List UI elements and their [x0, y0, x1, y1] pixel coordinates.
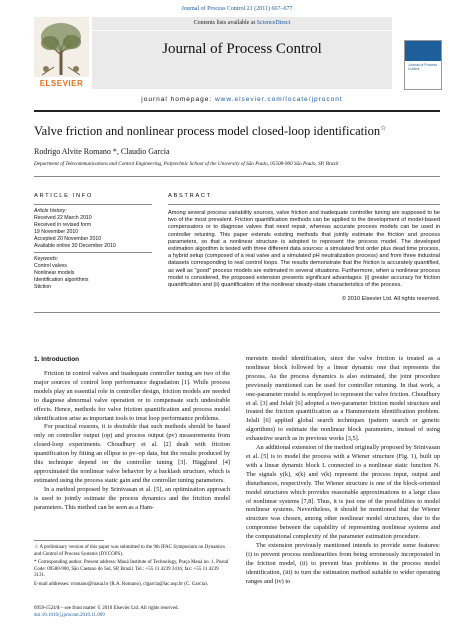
left-column — [34, 370, 230, 513]
body-paragraph: The extension previously mentioned intends to provide some features: (i) to prevent process nonlinearities from being erroneously incorporated in the friction model, (ii) to prevent bias problems in the process model identification, (iii) to turn the estimation method suitable to wider operating ranges and (iv) to — [246, 542, 440, 585]
body-paragraph: merstein model identification, since the valve friction is treated as a nonlinear block followed by a linear dynamic one that represents the process. As the process dynamics is also estimated, the joint procedure previously mentioned can be used for controller retuning. In that work, a one-parameter model is employed to represent the valve friction. Choudhury et al. [3] and Jelali [6] adopted a two-parameter friction model structure and treated the friction quantification as a Hammerstein identification problem. Jelali [6] applied global search techniques (pattern search or genetic algorithms) to estimate the nonlinear block parameters, instead of using exhaustive search as in previous works [3,5]. — [246, 355, 440, 443]
keywords — [34, 256, 158, 291]
cover-band — [405, 41, 441, 61]
right-column — [246, 355, 440, 587]
history-line: 19 November 2010 — [34, 229, 79, 235]
history-line: Received 22 March 2010 — [34, 215, 92, 221]
copyright: © 2010 Elsevier Ltd. All rights reserved. — [341, 296, 440, 302]
footnote: E-mail addresses: rromano@maua.br (R.A. Romano), clgarcia@lac.usp.br (C. Garcia). — [34, 581, 209, 587]
title-footnote-mark[interactable]: ☆ — [380, 124, 387, 132]
journal-title: Journal of Process Control — [162, 41, 322, 57]
masthead — [34, 17, 440, 109]
issn-block — [34, 606, 230, 619]
abstract-text: Among several process variability sources, valve friction and inadequate controller tuning are supposed to be two of the most prevalent. Friction quantification methods can be applied to the development of model-based compensators or to diagnose valves that need repair, whereas accurate process models can be used in controller retuning. This paper extends existing methods that jointly estimate the friction and process parameters, so that a nonlinear structure is adopted to represent the process model. The developed estimation algorithm is tested with three different data sources: a simulated first order plus dead time process, a hybrid setup (composed of a real valve and a simulated pH neutralization process) and from three industrial datasets corresponding to real control loops. The results demonstrate that the friction is accurately quantified, as well as "good" process models are estimated in several situations. Furthermore, when a nonlinear process model is considered, the proposed extension presents significant advantages: (i) greater accuracy for friction quantification and (ii) quantification of the nonlinear steady-state characteristics of the process. — [168, 210, 440, 289]
journal-homepage — [92, 96, 392, 103]
footnote: ☆ A preliminary version of this paper was submitted to the 9th IFAC Symposium on Dynamics and Control of Process Systems (DYCOPS). — [34, 545, 225, 557]
body-paragraph: Friction in control valves and inadequate controller tuning are two of the major sources of control loop performance degradation [1]. While process models play an essential role in controller design, friction models are needed to diagnose abnormal valve operation or to compensate such undesirable effects. Hence, methods for valve friction quantification and process model identification arise as important tools to treat loop performance problems. — [34, 370, 230, 422]
authors: Rodrigo Alvite Romano *, Claudio Garcia — [34, 147, 170, 156]
history-line: Available online 30 December 2010 — [34, 243, 116, 249]
masthead-rule — [34, 110, 440, 112]
elsevier-tree-icon — [34, 17, 89, 77]
body-paragraph: In a method proposed by Srinivasan et al. [5], an optimization approach is used to jointly estimate the process dynamics and the friction model parameters. This method can be seen as a Ham- — [34, 485, 230, 511]
body-paragraph: For practical reasons, it is desirable that such methods should be based only on controller output (op) and process output (pv) measurements from closed-loop experiments. Choudhury et al. [2] dealt with friction quantification by fitting an ellipse to pv–op data, but the results produced by this technique depend on the controller tuning [3]. Hägglund [4] approximated the nonlinear valve behavior by a backlash structure, which is estimated using the process static gain and the controller tuning parameters. — [34, 423, 230, 484]
keyword: Identification algorithms — [34, 277, 89, 283]
journal-citation: Journal of Process Control 21 (2011) 667–677 — [181, 6, 293, 12]
keyword: Control valves — [34, 263, 67, 269]
article-title-text: Valve friction and nonlinear process model closed-loop identification — [34, 124, 381, 139]
doi-link[interactable]: doi:10.1016/j.jprocont.2010.11.009 — [34, 612, 105, 618]
history-line: Accepted 20 November 2010 — [34, 236, 102, 242]
keywords-label: Keywords: — [34, 256, 59, 262]
header-separator — [34, 176, 440, 177]
footnotes — [34, 545, 230, 590]
affiliation: Department of Telecommunications and Control Engineering, Polytechnic School of the University of São Paulo, 05508-900 São Paulo, SP, Brazil — [34, 161, 339, 167]
elsevier-logo — [34, 17, 89, 97]
body-paragraph: An additional extension of the method originally proposed by Srinivasan et al. [5] is to model the process with a Wiener structure (Fig. 1), built up with a linear dynamic block L connected to a nonlinear static function N. The signals y(k), x(k) and v(k) represent the process input, output and disturbances, respectively. The Wiener structure is one of the block-oriented model structures which provides reasonable approximations to a large class of nonlinear systems [7,8]. Thus, it is just one of the possibilities to model nonlinear systems. Nevertheless, it should be mentioned that the Wiener structure was chosen, among other nonlinear model structures, due to the compromise between the capability of representing nonlinear systems and the computational complexity of the parameter estimation procedure. — [246, 444, 440, 541]
abstract-separator — [34, 312, 440, 313]
issn-line: 0959-1524/$ – see front matter © 2010 Elsevier Ltd. All rights reserved. — [34, 606, 179, 611]
contents-prefix: Contents lists available at — [193, 20, 257, 26]
contents-bar — [92, 17, 392, 30]
cover-title: Journal of Process Control — [408, 63, 437, 71]
article-title — [34, 124, 440, 139]
journal-cover-thumbnail — [404, 40, 442, 90]
keyword: Stiction — [34, 284, 52, 290]
homepage-link[interactable]: www.elsevier.com/locate/jprocont — [214, 96, 343, 103]
history-line: Received in revised form — [34, 222, 92, 228]
article-history — [34, 208, 158, 250]
abstract-heading: ABSTRACT — [168, 193, 212, 199]
homepage-prefix: journal homepage: — [141, 96, 215, 103]
keywords-rule — [34, 252, 152, 253]
sciencedirect-link[interactable]: ScienceDirect — [256, 20, 291, 26]
keyword: Nonlinear models — [34, 270, 75, 276]
footnote: * Corresponding author. Present address: Mauá Institute of Technology, Praça Mauá no. 1, Postal Code: 09580-900, São Caetano do Sul, SP, Brazil. Tel.: +55 11 4239 3416; fax: +55 11 4239 3131. — [34, 560, 229, 578]
article-info-heading: ARTICLE INFO — [34, 193, 94, 199]
history-label: Article history: — [34, 208, 67, 214]
article-info-rule — [34, 204, 152, 205]
section-heading: 1. Introduction — [34, 356, 80, 363]
publisher-wordmark: ELSEVIER — [39, 79, 84, 88]
journal-title-box — [92, 31, 392, 89]
footnote-rule — [34, 540, 104, 541]
abstract-rule — [168, 204, 440, 205]
journal-banner — [92, 17, 392, 92]
